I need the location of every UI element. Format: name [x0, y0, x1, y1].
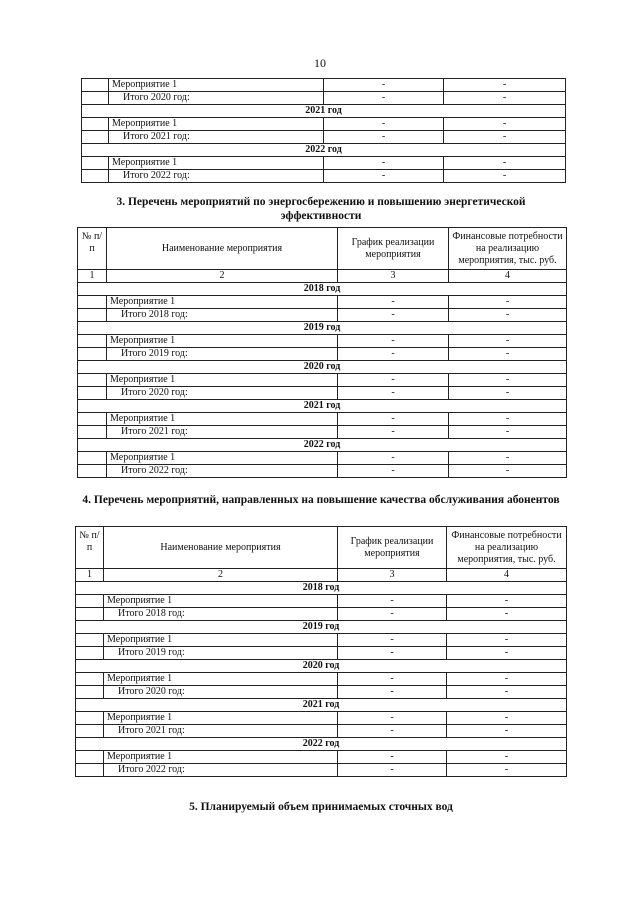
finance-cell: -: [447, 608, 567, 621]
year-row: [78, 322, 567, 335]
year-label: 2022 год: [76, 738, 567, 751]
header-schedule: График реализации мероприятия: [338, 527, 447, 569]
activity-name-cell: Итого 2022 год:: [104, 764, 338, 777]
schedule-cell: -: [338, 647, 447, 660]
activity-name-cell: Итого 2021 год:: [107, 426, 338, 439]
row-number-cell: [78, 465, 107, 478]
col-number-2: 2: [104, 569, 338, 582]
schedule-cell: -: [338, 712, 447, 725]
year-label: 2020 год: [78, 361, 567, 374]
finance-cell: -: [444, 79, 566, 92]
row-number-cell: [78, 413, 107, 426]
year-row: [82, 105, 566, 118]
row-number-cell: [78, 387, 107, 400]
activity-name-cell: Итого 2018 год:: [107, 309, 338, 322]
schedule-cell: -: [338, 725, 447, 738]
table-row: [78, 413, 567, 426]
row-number-cell: [82, 92, 109, 105]
schedule-cell: -: [338, 686, 447, 699]
year-label: 2020 год: [76, 660, 567, 673]
col-number-4: 4: [447, 569, 567, 582]
table-row: [76, 647, 567, 660]
table-row: [76, 686, 567, 699]
schedule-cell: -: [338, 673, 447, 686]
col-number-1: 1: [78, 270, 107, 283]
row-number-cell: [76, 634, 104, 647]
schedule-cell: -: [338, 413, 449, 426]
table-header-row: [78, 228, 567, 270]
row-number-cell: [78, 452, 107, 465]
section-5-title: 5. Планируемый объем принимаемых сточных вод: [189, 801, 453, 813]
finance-cell: -: [449, 413, 567, 426]
header-name: Наименование мероприятия: [104, 527, 338, 569]
schedule-cell: -: [338, 608, 447, 621]
schedule-cell: -: [338, 764, 447, 777]
year-label: 2021 год: [82, 105, 566, 118]
table-continued: [81, 78, 566, 183]
schedule-cell: -: [338, 751, 447, 764]
activity-name-cell: Итого 2020 год:: [107, 387, 338, 400]
row-number-cell: [82, 118, 109, 131]
year-row: [76, 699, 567, 712]
year-row: [76, 621, 567, 634]
table-row: [82, 157, 566, 170]
year-label: 2022 год: [82, 144, 566, 157]
schedule-cell: -: [338, 374, 449, 387]
finance-cell: -: [444, 118, 566, 131]
table-row: [82, 170, 566, 183]
schedule-cell: -: [324, 131, 444, 144]
year-label: 2021 год: [76, 699, 567, 712]
table-row: [78, 426, 567, 439]
finance-cell: -: [449, 374, 567, 387]
row-number-cell: [78, 309, 107, 322]
year-row: [76, 660, 567, 673]
column-numbers-row: [78, 270, 567, 283]
table-section-3: [77, 227, 567, 478]
activity-name-cell: Итого 2018 год:: [104, 608, 338, 621]
row-number-cell: [76, 595, 104, 608]
row-number-cell: [78, 426, 107, 439]
row-number-cell: [76, 647, 104, 660]
year-label: 2019 год: [78, 322, 567, 335]
finance-cell: -: [449, 335, 567, 348]
schedule-cell: -: [324, 157, 444, 170]
year-row: [78, 283, 567, 296]
activity-name-cell: Итого 2019 год:: [107, 348, 338, 361]
row-number-cell: [82, 79, 109, 92]
schedule-cell: -: [324, 92, 444, 105]
activity-name-cell: Мероприятие 1: [107, 452, 338, 465]
activity-name-cell: Итого 2020 год:: [109, 92, 324, 105]
table-row: [76, 712, 567, 725]
col-number-2: 2: [107, 270, 338, 283]
header-finance: Финансовые потребности на реализацию мероприятия, тыс. руб.: [449, 228, 567, 270]
header-name: Наименование мероприятия: [107, 228, 338, 270]
activity-name-cell: Итого 2021 год:: [109, 131, 324, 144]
col-number-3: 3: [338, 569, 447, 582]
table-row: [78, 309, 567, 322]
activity-name-cell: Мероприятие 1: [104, 712, 338, 725]
row-number-cell: [82, 157, 109, 170]
activity-name-cell: Мероприятие 1: [109, 79, 324, 92]
activity-name-cell: Итого 2021 год:: [104, 725, 338, 738]
finance-cell: -: [447, 686, 567, 699]
schedule-cell: -: [338, 296, 449, 309]
row-number-cell: [76, 764, 104, 777]
table-row: [78, 452, 567, 465]
year-row: [82, 144, 566, 157]
header-number: № п/п: [76, 527, 104, 569]
table-row: [78, 296, 567, 309]
activity-name-cell: Мероприятие 1: [107, 413, 338, 426]
header-schedule: График реализации мероприятия: [338, 228, 449, 270]
table-row: [78, 465, 567, 478]
schedule-cell: -: [338, 634, 447, 647]
activity-name-cell: Мероприятие 1: [109, 157, 324, 170]
header-finance: Финансовые потребности на реализацию мероприятия, тыс. руб.: [447, 527, 567, 569]
finance-cell: -: [447, 725, 567, 738]
section-4-title: 4. Перечень мероприятий, направленных на повышение качества обслуживания абонентов: [82, 494, 560, 506]
table-row: [76, 673, 567, 686]
row-number-cell: [78, 296, 107, 309]
finance-cell: -: [449, 348, 567, 361]
activity-name-cell: Мероприятие 1: [109, 118, 324, 131]
activity-name-cell: Мероприятие 1: [104, 751, 338, 764]
row-number-cell: [78, 374, 107, 387]
activity-name-cell: Мероприятие 1: [104, 673, 338, 686]
table-row: [82, 118, 566, 131]
finance-cell: -: [447, 712, 567, 725]
year-label: 2021 год: [78, 400, 567, 413]
row-number-cell: [76, 608, 104, 621]
col-number-4: 4: [449, 270, 567, 283]
year-label: 2019 год: [76, 621, 567, 634]
finance-cell: -: [444, 157, 566, 170]
table-row: [78, 348, 567, 361]
schedule-cell: -: [338, 387, 449, 400]
table-continued-body: [82, 79, 566, 183]
finance-cell: -: [449, 426, 567, 439]
page-number: 10: [314, 56, 326, 70]
year-label: 2018 год: [78, 283, 567, 296]
row-number-cell: [76, 751, 104, 764]
year-label: 2018 год: [76, 582, 567, 595]
row-number-cell: [76, 686, 104, 699]
activity-name-cell: Мероприятие 1: [104, 634, 338, 647]
finance-cell: -: [447, 764, 567, 777]
schedule-cell: -: [324, 170, 444, 183]
finance-cell: -: [449, 465, 567, 478]
finance-cell: -: [447, 647, 567, 660]
schedule-cell: -: [338, 465, 449, 478]
row-number-cell: [82, 131, 109, 144]
table-section-3-body: [78, 283, 567, 478]
finance-cell: -: [447, 634, 567, 647]
schedule-cell: -: [324, 79, 444, 92]
col-number-1: 1: [76, 569, 104, 582]
table-header-row: [76, 527, 567, 569]
activity-name-cell: Итого 2020 год:: [104, 686, 338, 699]
finance-cell: -: [449, 452, 567, 465]
table-row: [76, 751, 567, 764]
finance-cell: -: [447, 595, 567, 608]
year-row: [78, 439, 567, 452]
table-section-4-body: [76, 582, 567, 777]
activity-name-cell: Итого 2019 год:: [104, 647, 338, 660]
finance-cell: -: [444, 131, 566, 144]
schedule-cell: -: [338, 348, 449, 361]
finance-cell: -: [444, 92, 566, 105]
header-number: № п/п: [78, 228, 107, 270]
table-row: [76, 608, 567, 621]
year-row: [76, 738, 567, 751]
activity-name-cell: Итого 2022 год:: [107, 465, 338, 478]
activity-name-cell: Мероприятие 1: [104, 595, 338, 608]
row-number-cell: [76, 725, 104, 738]
table-row: [76, 595, 567, 608]
finance-cell: -: [449, 387, 567, 400]
table-row: [82, 79, 566, 92]
schedule-cell: -: [338, 595, 447, 608]
schedule-cell: -: [338, 452, 449, 465]
section-3-title: 3. Перечень мероприятий по энергосбережению и повышению энергетической эффективности: [116, 196, 526, 222]
table-section-4: [75, 526, 567, 777]
table-row: [76, 634, 567, 647]
finance-cell: -: [444, 170, 566, 183]
activity-name-cell: Мероприятие 1: [107, 335, 338, 348]
table-row: [76, 725, 567, 738]
row-number-cell: [78, 335, 107, 348]
year-label: 2022 год: [78, 439, 567, 452]
finance-cell: -: [449, 309, 567, 322]
activity-name-cell: Мероприятие 1: [107, 374, 338, 387]
row-number-cell: [76, 712, 104, 725]
table-row: [78, 374, 567, 387]
table-row: [78, 387, 567, 400]
row-number-cell: [76, 673, 104, 686]
table-row: [82, 131, 566, 144]
schedule-cell: -: [338, 426, 449, 439]
table-row: [76, 764, 567, 777]
schedule-cell: -: [338, 335, 449, 348]
schedule-cell: -: [324, 118, 444, 131]
activity-name-cell: Мероприятие 1: [107, 296, 338, 309]
finance-cell: -: [447, 751, 567, 764]
year-row: [78, 400, 567, 413]
year-row: [78, 361, 567, 374]
row-number-cell: [82, 170, 109, 183]
year-row: [76, 582, 567, 595]
table-row: [82, 92, 566, 105]
activity-name-cell: Итого 2022 год:: [109, 170, 324, 183]
col-number-3: 3: [338, 270, 449, 283]
finance-cell: -: [449, 296, 567, 309]
row-number-cell: [78, 348, 107, 361]
schedule-cell: -: [338, 309, 449, 322]
column-numbers-row: [76, 569, 567, 582]
table-row: [78, 335, 567, 348]
finance-cell: -: [447, 673, 567, 686]
